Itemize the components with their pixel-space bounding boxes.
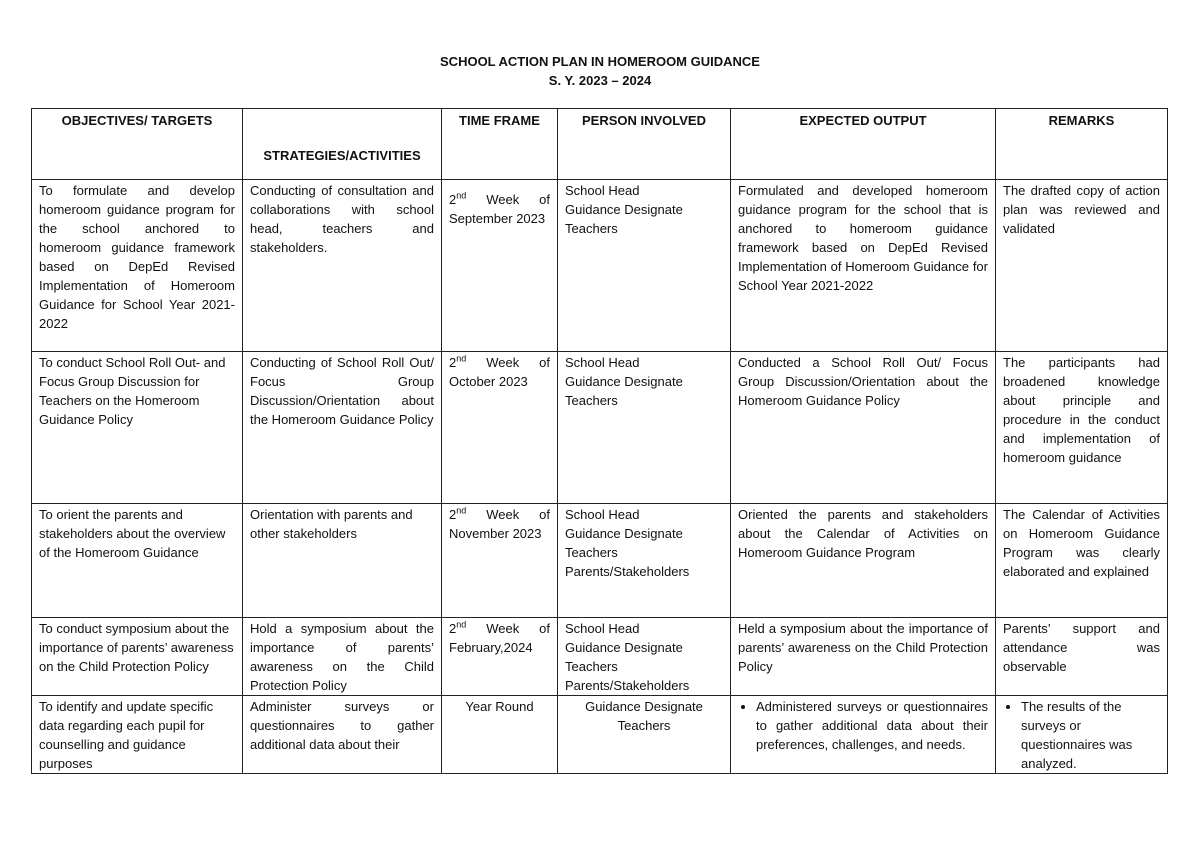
time-frame-cell: 2nd Week of October 2023	[442, 352, 558, 504]
strategy-cell: Conducting of consultation and collaborations with school head, teachers and stakeholders.	[243, 180, 442, 352]
strategy-cell: Orientation with parents and other stakeholders	[243, 504, 442, 618]
table-row	[32, 180, 1168, 352]
strategy-cell: Administer surveys or questionnaires to gather additional data about their	[243, 696, 442, 774]
time-frame-cell: 2nd Week of February,2024	[442, 618, 558, 696]
remarks-cell: Parents’ support and attendance was observable	[996, 618, 1168, 696]
table-header-row	[32, 109, 1168, 180]
objective-cell: To formulate and develop homeroom guidance program for the school anchored to homeroom guidance framework based on DepEd Revised Implementation of Homeroom Guidance for School Year 2021-2022	[32, 180, 243, 352]
remarks-cell: The participants had broadened knowledge about principle and procedure in the conduct and implementation of homeroom guidance	[996, 352, 1168, 504]
action-plan-table	[31, 108, 1168, 774]
expected-output-cell: Conducted a School Roll Out/ Focus Group Discussion/Orientation about the Homeroom Guidance Policy	[731, 352, 996, 504]
document-title: SCHOOL ACTION PLAN IN HOMEROOM GUIDANCE	[440, 54, 760, 69]
strategy-cell: Hold a symposium about the importance of parents’ awareness on the Child Protection Policy	[243, 618, 442, 696]
remarks-cell: The Calendar of Activities on Homeroom Guidance Program was clearly elaborated and explained	[996, 504, 1168, 618]
persons-cell: Guidance Designate Teachers	[558, 696, 731, 774]
header-expected-output: EXPECTED OUTPUT	[731, 109, 996, 180]
bullet-item: • The results of the surveys or questionnaires was analyzed.	[1021, 697, 1160, 773]
remarks-cell: The drafted copy of action plan was reviewed and validated	[996, 180, 1168, 352]
strategy-cell: Conducting of School Roll Out/ Focus Group Discussion/Orientation about the Homeroom Guidance Policy	[243, 352, 442, 504]
header-objectives: OBJECTIVES/ TARGETS	[32, 109, 243, 180]
persons-cell: School Head Guidance Designate Teachers	[558, 180, 731, 352]
school-year: S. Y. 2023 – 2024	[548, 73, 652, 88]
time-frame-cell: Year Round	[442, 696, 558, 774]
expected-output-cell: Formulated and developed homeroom guidance program for the school that is anchored to homeroom guidance framework based on DepEd Revised Implementation of Homeroom Guidance for School Year 2021-2022	[731, 180, 996, 352]
header-persons: PERSON INVOLVED	[558, 109, 731, 180]
expected-output-cell: Held a symposium about the importance of parents’ awareness on the Child Protection Policy	[731, 618, 996, 696]
bullet-item: • Administered surveys or questionnaires to gather additional data about their preferences, challenges, and needs.	[756, 697, 988, 754]
objective-cell: To conduct School Roll Out- and Focus Group Discussion for Teachers on the Homeroom Guidance Policy	[32, 352, 243, 504]
table-row	[32, 696, 1168, 774]
header-strategies: STRATEGIES/ACTIVITIES	[243, 109, 442, 180]
expected-output-cell: Oriented the parents and stakeholders about the Calendar of Activities on Homeroom Guidance Program	[731, 504, 996, 618]
persons-cell: School Head Guidance Designate Teachers Parents/Stakeholders	[558, 618, 731, 696]
objective-cell: To conduct symposium about the importance of parents’ awareness on the Child Protection Policy	[32, 618, 243, 696]
header-remarks: REMARKS	[996, 109, 1168, 180]
objective-cell: To identify and update specific data regarding each pupil for counselling and guidance purposes	[32, 696, 243, 774]
table-row	[32, 618, 1168, 696]
header-time-frame: TIME FRAME	[442, 109, 558, 180]
persons-cell: School Head Guidance Designate Teachers	[558, 352, 731, 504]
time-frame-cell: 2nd Week of September 2023	[442, 180, 558, 352]
table-row	[32, 352, 1168, 504]
time-frame-cell: 2nd Week of November 2023	[442, 504, 558, 618]
objective-cell: To orient the parents and stakeholders about the overview of the Homeroom Guidance	[32, 504, 243, 618]
remarks-cell	[996, 696, 1168, 774]
expected-output-cell	[731, 696, 996, 774]
table-row	[32, 504, 1168, 618]
persons-cell: School Head Guidance Designate Teachers Parents/Stakeholders	[558, 504, 731, 618]
